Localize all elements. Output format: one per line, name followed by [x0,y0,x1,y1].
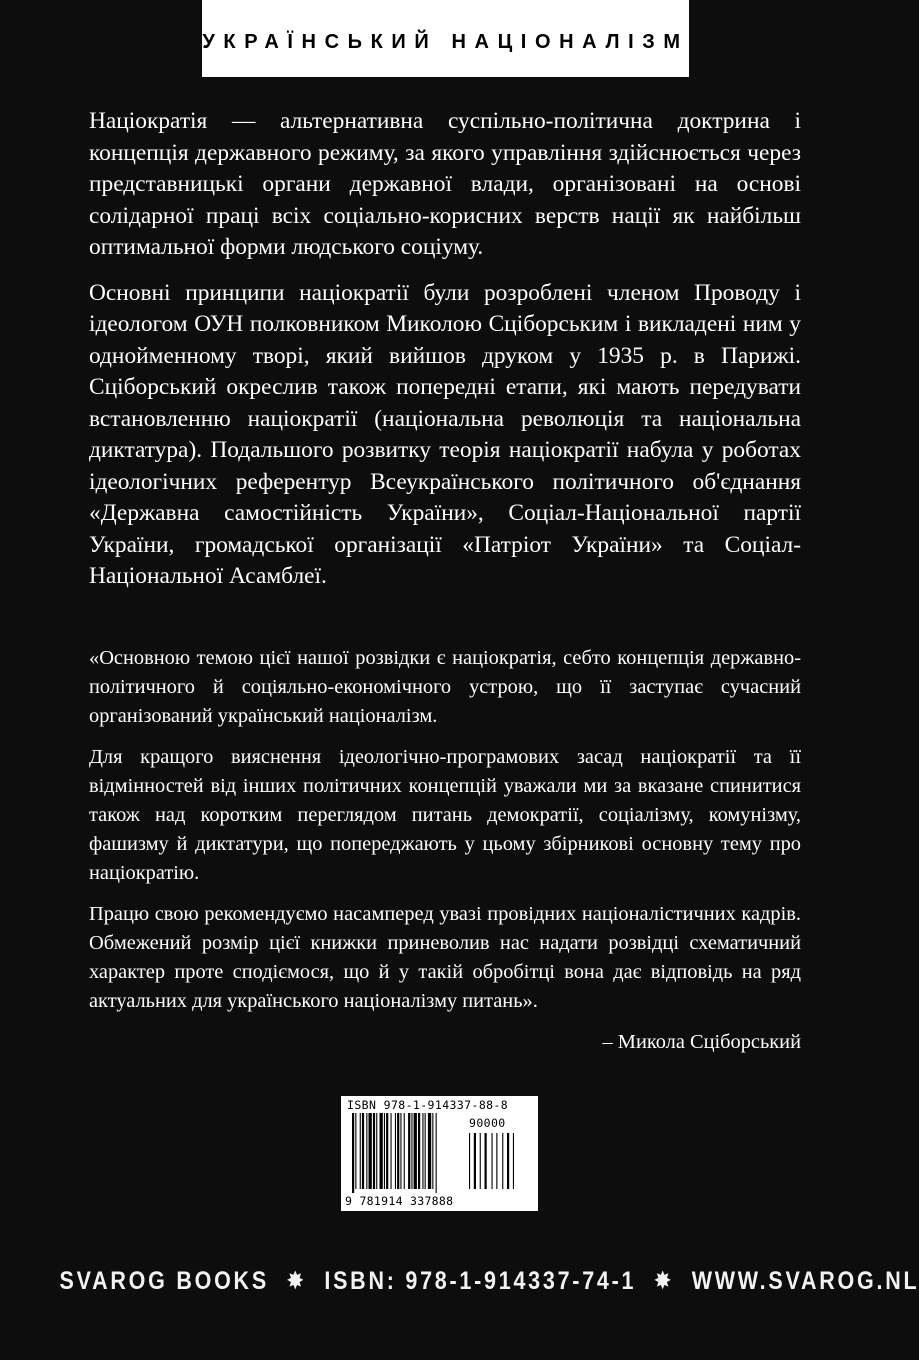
barcode-bar [400,1113,401,1189]
barcode-addon-bar [492,1133,493,1189]
barcode-addon-bar [469,1133,470,1189]
publisher-website: WWW.SVAROG.NL [691,1267,919,1295]
barcode-addon-bar [502,1133,503,1189]
quote-paragraph: Працю свою рекомендуємо насамперед увазі провідних націоналістичних кадрів. Обмежений розмір цієї книжки приневолив нас надати розвідці схематичний характер проте сподіємося, що й у такій обробітці вона дає відповідь на ряд актуальних для українського націоналізму питань». [89,903,801,1012]
barcode-bar [422,1113,423,1189]
author-quote [89,644,801,1069]
barcode-bar [395,1113,396,1189]
barcode-bar [352,1113,354,1193]
barcode-bar [414,1113,417,1189]
isbn-barcode [341,1096,538,1211]
quote-author: – Микола Сціборський [602,1031,801,1053]
barcode-isbn-text: ISBN 978-1-914337-88-8 [347,1098,509,1112]
barcode-bar [411,1113,412,1189]
barcode-bar [425,1113,426,1189]
barcode-bar [355,1113,356,1189]
barcode-bar [391,1113,392,1189]
barcode-digits: 9 781914 337888 [345,1194,454,1208]
series-title: УКРАЇНСЬКИЙ НАЦІОНАЛІЗМ [202,0,689,77]
quote-paragraph: Для кращого вияснення ідеологічно-програмових засад націократії та її відмінностей від інших політичних концепцій уважали ми за вказане спинитися також над коротким переглядом питань демократії, соціалізму, комунізму, фашизму й диктатури, що попереджають у цьому збірникові основну тему про націократію. [89,746,801,884]
barcode-addon-bar [485,1133,487,1189]
footer-isbn: ISBN: 978-1-914337-74-1 [324,1267,637,1295]
barcode-bar [418,1113,420,1189]
blurb-paragraph: Націократія — альтернативна суспільно-політична доктрина і концепція державного режиму, за якого управління здійснюється через представницькі органи державної влади, організовані на основі солідарної праці всіх соціально-корисних верств нації як найбільш оптимальної форми людського соціуму. [89,108,801,260]
barcode-bar [404,1113,405,1189]
publisher-footer [59,1266,919,1296]
barcode-bar [376,1113,377,1189]
asterisk-separator-icon: ✸ [286,1267,308,1295]
blurb-intro [89,106,801,607]
barcode-addon-bar [513,1133,514,1189]
barcode-bar [369,1113,372,1189]
publisher-name: SVAROG BOOKS [59,1267,269,1295]
barcode-addon-bar [474,1133,476,1189]
barcode-bar [397,1113,399,1189]
barcode-bar [432,1113,433,1189]
barcode-bar [373,1113,375,1189]
barcode-bar [384,1113,385,1189]
barcode-bar [428,1113,431,1189]
barcode-addon-bar [496,1133,497,1189]
barcode-bar [408,1113,410,1189]
barcode-bar [366,1113,367,1189]
barcode-addon-bar [507,1133,509,1189]
barcode-addon-bar [480,1133,481,1189]
blurb-paragraph: Основні принципи націократії були розроблені членом Проводу і ідеологом ОУН полковником Миколою Сціборським і викладені ним у однойменному творі, який вийшов друком у 1935 р. в Парижі. Сціборський окреслив також попередні етапи, які мають передувати встановленню націократії (національна революція та національна диктатура). Подальшого розвитку теорія націократії набула у роботах ідеологічних референтур Всеукраїнського політичного об'єднання «Державна самостійність України», Соціал-Національної партії України, громадської організації «Патріот України» та Соціал-Національної Асамблеї. [89,279,801,589]
quote-paragraph: «Основною темою цієї нашої розвідки є націократія, себто концепція державно-політичного й соціяльно-економічного устрою, що її заступає сучасний організований український націоналізм. [89,647,801,727]
asterisk-separator-icon: ✸ [653,1267,675,1295]
barcode-bar [386,1113,388,1189]
barcode-bar [436,1113,437,1193]
barcode-bar [360,1113,361,1189]
barcode-price-code: 90000 [469,1116,506,1130]
barcode-bar [362,1113,364,1189]
barcode-bar [380,1113,383,1189]
